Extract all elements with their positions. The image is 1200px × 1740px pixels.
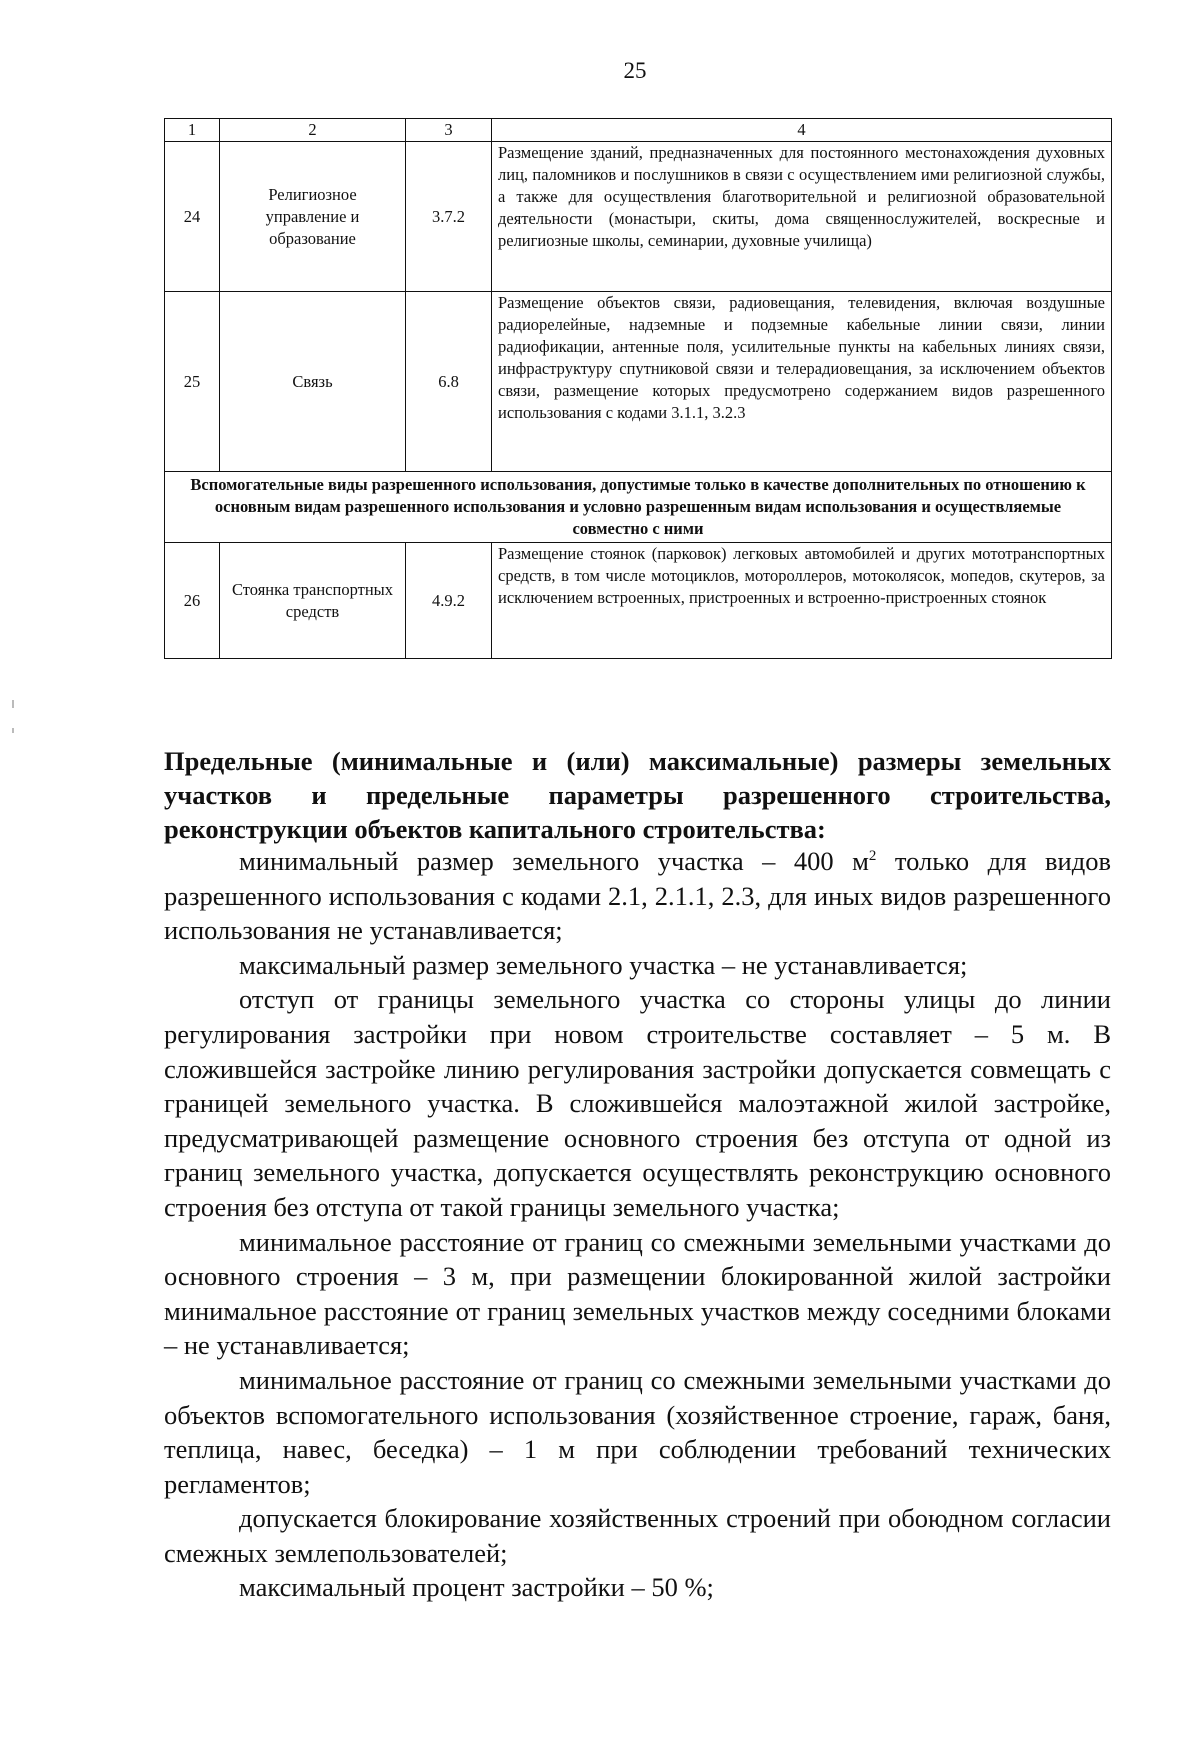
paragraph-street-setback: отступ от границы земельного участка со стороны улицы до линии регулирования застройки при новом строительстве составляет – 5 м. В сложившейся застройке линию регулирования застройки допускается совмещать с границей земельного участка. В сложившейся малоэтажной жилой застройке, предусматривающей размещение основного строения без отступа от одной из границ земельного участка, допускается осуществлять реконструкцию основного строения без отступа от такой границы земельного участка; [164,984,1111,1222]
paragraph-auxiliary-building-distance: минимальное расстояние от границ со смежными земельными участками до объектов вспомогательного использования (хозяйственное строение, гараж, баня, теплица, навес, беседка) – 1 м при соблюдении требований технических регламентов; [164,1364,1111,1499]
paragraph-text: минимальный размер земельного участка – 400 м [239,846,869,876]
use-type-name: Религиозное управление и образование [220,142,406,292]
superscript: 2 [868,848,877,864]
table-row [165,292,1112,472]
paragraph-min-plot-size [164,844,1111,948]
use-type-code: 3.7.2 [406,142,492,292]
table-row [165,543,1112,659]
use-type-name: Связь [220,292,406,472]
paragraph-blocking: допускается блокирование хозяйственных строений при обоюдном согласии смежных землепользователей; [164,1503,1111,1568]
use-type-description: Размещение стоянок (парковок) легковых автомобилей и других мототранспортных средств, в том числе мотоциклов, мотороллеров, мотоколясок, мопедов, скутеров, за исключением встроенных, пристроенных и встроенно-пристроенных стоянок [492,543,1112,659]
paragraph-text: только для видов разрешенного использования с кодами 2.1, 2.1.1, 2.3, для иных видов разрешенного использования не устанавливается; [164,846,1111,946]
table-header-cell: 2 [220,119,406,142]
use-type-name: Стоянка транспортных средств [220,543,406,659]
paragraph-main-building-distance: минимальное расстояние от границ со смежными земельными участками до основного строения – 3 м, при размещении блокированной жилой застройки минимальное расстояние от границ земельных участков между соседними блоками – не устанавливается; [164,1226,1111,1361]
table-section-row [165,472,1112,543]
scan-artifact [12,728,14,733]
row-number: 26 [165,543,220,659]
table-header-cell: 4 [492,119,1112,142]
use-type-code: 6.8 [406,292,492,472]
land-use-table [164,118,1112,659]
use-type-code: 4.9.2 [406,543,492,659]
parameters-text [164,844,1111,1605]
table-header-cell: 1 [165,119,220,142]
row-number: 24 [165,142,220,292]
use-type-description: Размещение объектов связи, радиовещания, телевидения, включая воздушные радиорелейные, надземные и подземные кабельные линии связи, линии радиофикации, антенные поля, усилительные пункты на кабельных линиях связи, инфраструктуру спутниковой связи и телерадиовещания, за исключением объектов связи, размещение которых предусмотрено содержанием видов разрешенного использования с кодами 3.1.1, 3.2.3 [492,292,1112,472]
row-number: 25 [165,292,220,472]
section-heading: Предельные (минимальные и (или) максимальные) размеры земельных участков и предельные параметры разрешенного строительства, реконструкции объектов капитального строительства: [164,746,1111,844]
table-header-cell: 3 [406,119,492,142]
page-number: 25 [623,58,647,83]
scan-artifact [12,700,14,708]
table-header-row [165,119,1112,142]
use-type-description: Размещение зданий, предназначенных для постоянного местонахождения духовных лиц, паломников и послушников в связи с осуществлением ими религиозной службы, а также для осуществления благотворительной и религиозной образовательной деятельности (монастыри, скиты, дома священнослужителей, воскресные и религиозные школы, семинарии, духовные училища) [492,142,1112,292]
paragraph-max-plot-size: максимальный размер земельного участка – не устанавливается; [239,949,968,980]
auxiliary-uses-heading: Вспомогательные виды разрешенного использования, допустимые только в качестве дополнительных по отношению к основным видам разрешенного использования и условно разрешенным видам использования и осуществляемые совместно с ними [165,472,1112,543]
paragraph-max-coverage: максимальный процент застройки – 50 %; [239,1572,714,1603]
table-row [165,142,1112,292]
